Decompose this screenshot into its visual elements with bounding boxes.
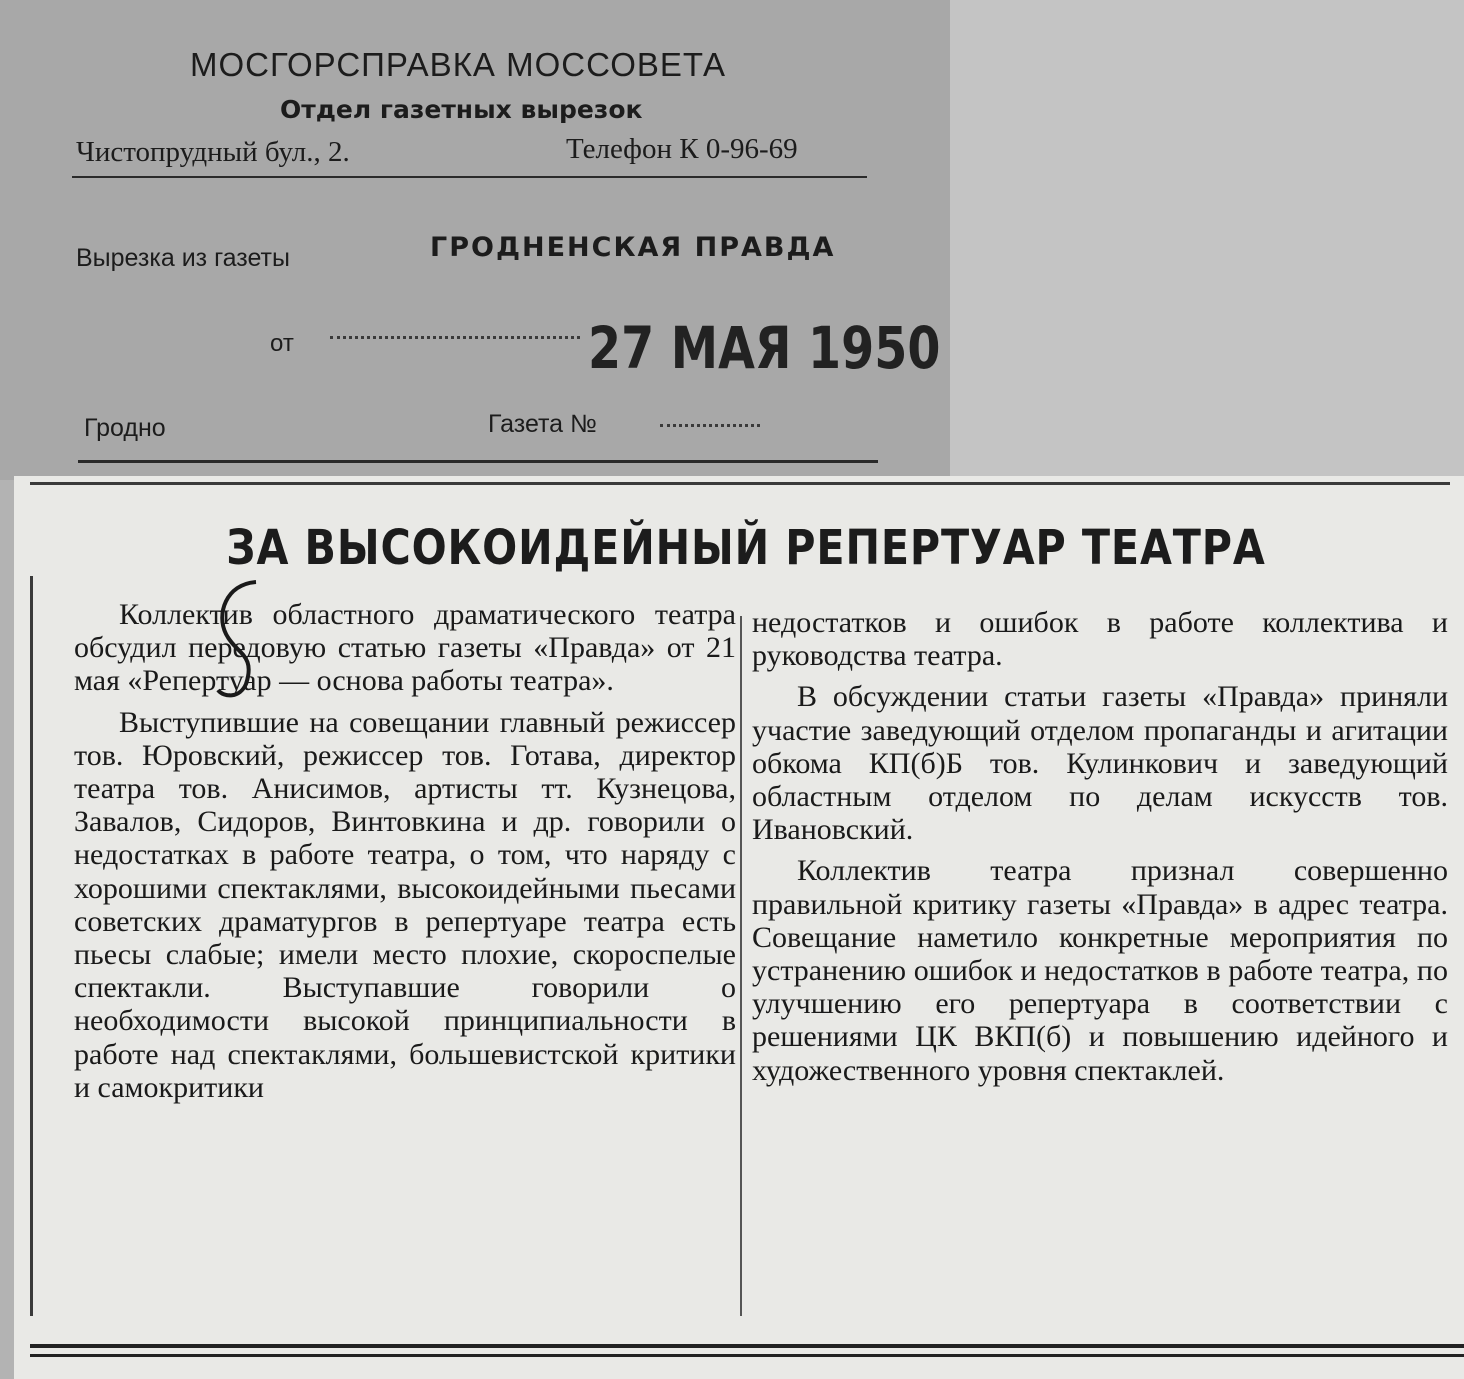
paragraph: Коллектив областного драматического театра обсудил передовую статью газеты «Правда» от 21 мая «Репертуар — основа работы театра».	[74, 598, 736, 698]
paragraph: В обсуждении статьи газеты «Правда» приняли участие заведующий отделом пропаганды и агитации обкома КП(б)Б тов. Кулинкович и заведующий областным отделом по делам искусств тов. Ивановский.	[752, 680, 1448, 847]
issue-dotted-line	[660, 424, 760, 427]
clipping-service-header	[0, 0, 950, 480]
paragraph: Выступившие на совещании главный режиссер тов. Юровский, режиссер тов. Готава, директор театра тов. Анисимов, артисты тт. Кузнецова, Завалов, Сидоров, Винтовкина и др. говорили о недостатках в работе театра, о том, что наряду с хорошими спектаклями, высокоидейными пьесами советских драматургов в репертуаре театра есть пьесы слабые; имели место плохие, скороспелые спектакли. Выступавшие говорили о необходимости высокой принципиальности в работе над спектаклями, большевистской критики и самокритики	[74, 705, 736, 1104]
column-divider	[740, 616, 742, 1316]
phone-number: Телефон К 0-96-69	[566, 133, 798, 165]
issue-number-label: Газета №	[488, 410, 597, 438]
date-dotted-line	[330, 336, 580, 339]
background-paper	[950, 0, 1464, 480]
header-divider	[72, 176, 867, 178]
clipping-left-rule	[30, 576, 33, 1316]
article-right-column	[752, 606, 1448, 1087]
newspaper-name: ГРОДНЕНСКАЯ ПРАВДА	[430, 232, 836, 263]
clipping-bottom-rule	[30, 1344, 1464, 1348]
paragraph: Коллектив театра признал совершенно правильной критику газеты «Правда» в адрес театра. Совещание наметило конкретные мероприятия по устранению ошибок и недостатков в работе театра, по улучшению его репертуара в соответствии с решениями ЦК ВКП(б) и повышению идейного и художественного уровня спектаклей.	[752, 854, 1448, 1087]
date-stamp: 27 МАЯ 1950	[588, 314, 941, 382]
clipping-source-label: Вырезка из газеты	[76, 244, 290, 272]
org-name: МОСГОРСПРАВКА МОССОВЕТА	[190, 46, 726, 83]
newspaper-clipping	[14, 476, 1464, 1379]
date-label: от	[270, 330, 294, 357]
clipping-bottom-rule	[30, 1354, 1464, 1357]
article-headline: ЗА ВЫСОКОИДЕЙНЫЙ РЕПЕРТУАР ТЕАТРА	[226, 520, 1266, 576]
clipping-top-rule	[30, 482, 1450, 485]
paragraph: недостатков и ошибок в работе коллектива и руководства театра.	[752, 606, 1448, 673]
header-bottom-rule	[78, 460, 878, 463]
article-left-column	[74, 598, 736, 1104]
address: Чистопрудный бул., 2.	[76, 136, 350, 168]
department-name: Отдел газетных вырезок	[280, 95, 643, 124]
city-name: Гродно	[84, 414, 166, 442]
